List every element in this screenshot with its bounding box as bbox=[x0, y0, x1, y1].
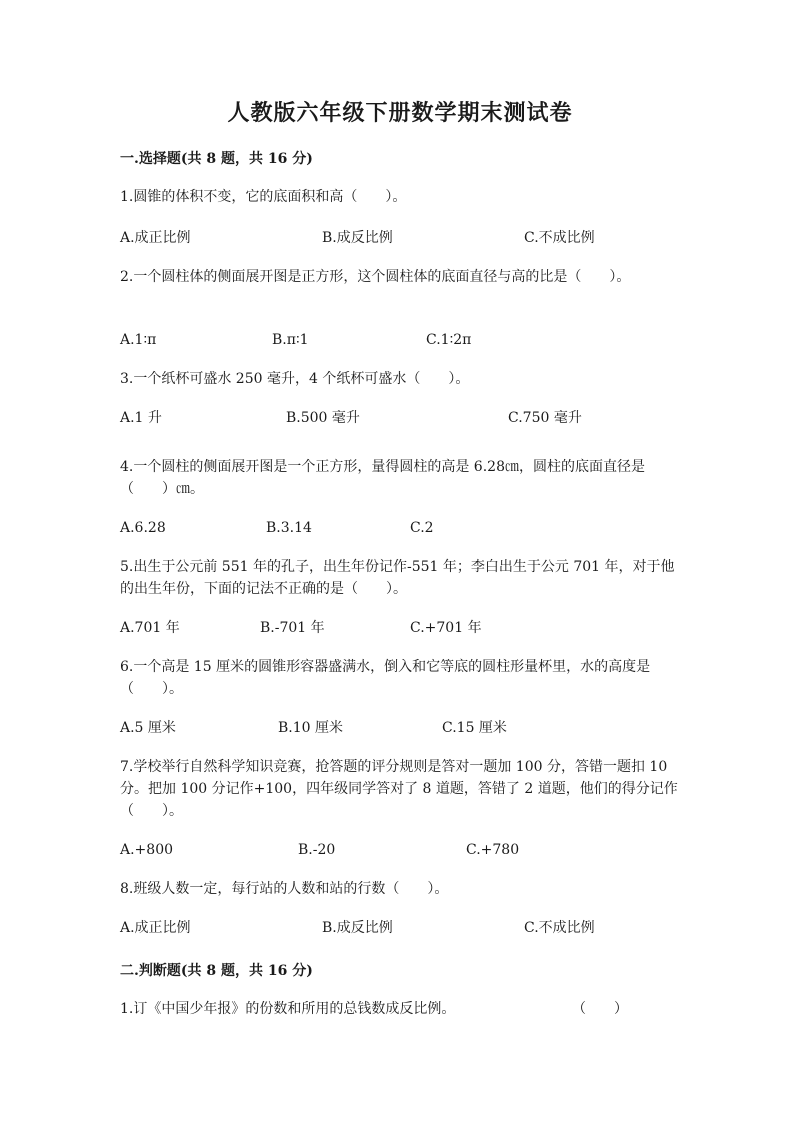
option-a: A.+800 bbox=[120, 842, 174, 858]
option-a: A.成正比例 bbox=[120, 230, 191, 246]
section-heading-choice: 一.选择题(共 8 题，共 16 分) bbox=[120, 151, 313, 167]
option-a: A.5 厘米 bbox=[120, 720, 176, 736]
question-text: 4.一个圆柱的侧面展开图是一个正方形，量得圆柱的高是 6.28㎝，圆柱的底面直径是（ ）㎝。 bbox=[120, 459, 645, 497]
question-text: 5.出生于公元前 551 年的孔子，出生年份记作-551 年；李白出生于公元 701 年，对于他的出生年份，下面的记法不正确的是（ ）。 bbox=[120, 559, 675, 597]
option-a: A.6.28 bbox=[120, 520, 166, 536]
section-heading-judge: 二.判断题(共 8 题，共 16 分) bbox=[120, 963, 313, 979]
option-c: C.15 厘米 bbox=[442, 720, 507, 736]
question-text: 1.圆锥的体积不变，它的底面积和高（ ）。 bbox=[120, 189, 407, 205]
option-b: B.-701 年 bbox=[260, 620, 325, 636]
option-c: C.750 毫升 bbox=[508, 410, 582, 426]
question-text: 2.一个圆柱体的侧面展开图是正方形，这个圆柱体的底面直径与高的比是（ ）。 bbox=[120, 269, 631, 285]
option-c: C.+701 年 bbox=[410, 620, 482, 636]
question-text: 6.一个高是 15 厘米的圆锥形容器盛满水，倒入和它等底的圆柱形量杯里，水的高度是（ ）。 bbox=[120, 659, 651, 697]
option-c: C.不成比例 bbox=[524, 920, 595, 936]
option-a: A.1 升 bbox=[120, 410, 162, 426]
option-b: B.3.14 bbox=[266, 520, 312, 536]
option-c: C.2 bbox=[410, 520, 434, 536]
option-b: B.10 厘米 bbox=[278, 720, 344, 736]
option-b: B.成反比例 bbox=[322, 920, 393, 936]
option-c: C.+780 bbox=[466, 842, 520, 858]
option-b: B.π∶1 bbox=[272, 332, 309, 348]
option-b: B.500 毫升 bbox=[286, 410, 360, 426]
question-text: 8.班级人数一定，每行站的人数和站的行数（ ）。 bbox=[120, 881, 449, 897]
option-a: A.1∶π bbox=[120, 332, 157, 348]
option-c: C.1∶2π bbox=[426, 332, 472, 348]
option-b: B.成反比例 bbox=[322, 230, 393, 246]
question-text: 7.学校举行自然科学知识竞赛，抢答题的评分规则是答对一题加 100 分，答错一题扣 10 分。把加 100 分记作+100，四年级同学答对了 8 道题，答错了 2 道题，他们的得分记作（ ）。 bbox=[120, 759, 678, 819]
option-a: A.成正比例 bbox=[120, 920, 191, 936]
option-a: A.701 年 bbox=[120, 620, 180, 636]
option-c: C.不成比例 bbox=[524, 230, 595, 246]
answer-blank: （ ） bbox=[572, 1001, 628, 1017]
page-title: 人教版六年级下册数学期末测试卷 bbox=[227, 100, 573, 126]
option-b: B.-20 bbox=[298, 842, 336, 858]
question-text: 1.订《中国少年报》的份数和所用的总钱数成反比例。 bbox=[120, 1001, 456, 1017]
question-text: 3.一个纸杯可盛水 250 毫升，4 个纸杯可盛水（ ）。 bbox=[120, 371, 470, 387]
